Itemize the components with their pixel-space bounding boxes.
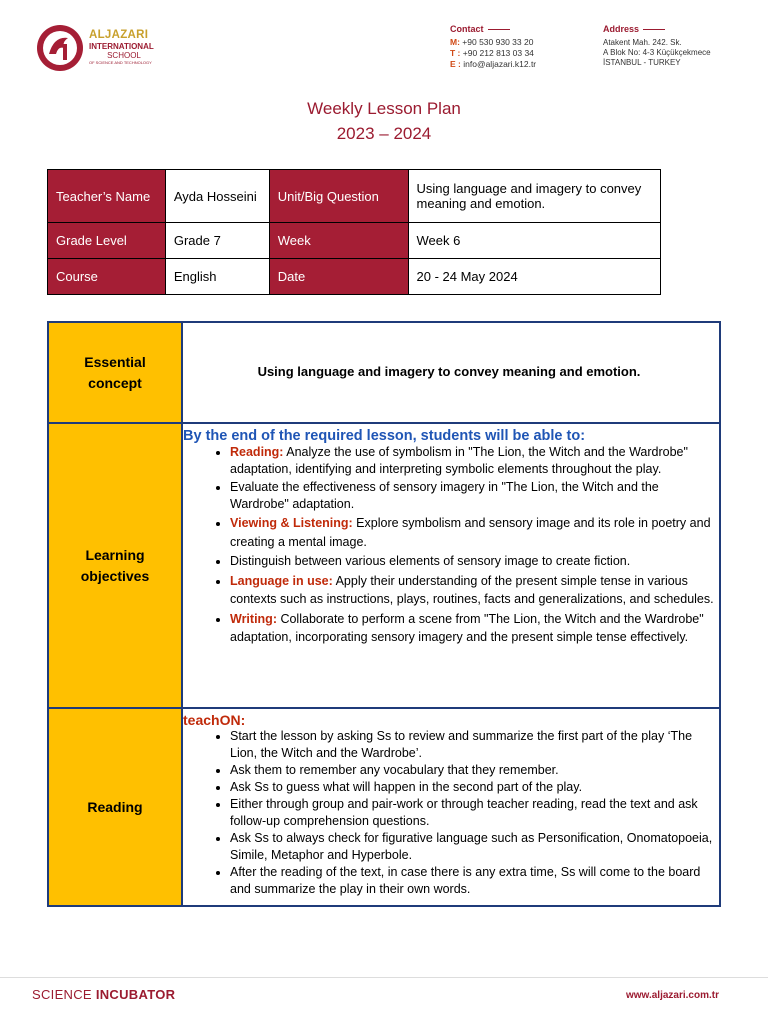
table-row (48, 170, 661, 223)
unit-value: Using language and imagery to convey meaning and emotion. (408, 170, 660, 223)
contact-phone-mobile-value: +90 530 930 33 20 (462, 37, 534, 48)
objectives-label-line-2: objectives (80, 567, 150, 584)
address-block (603, 24, 711, 69)
objective-tag: Writing: (230, 611, 277, 626)
essential-concept-cell (182, 322, 720, 423)
table-row (48, 223, 661, 259)
list-item: • Ask Ss to always check for figurative language such as Personification, Onomatopoeia, Simile, Metaphor and Hyperbole. (230, 830, 715, 864)
list-item (230, 479, 715, 513)
list-item: • After the reading of the text, in case there is any extra time, Ss will come to the board and summarize the play in their own words. (230, 864, 715, 898)
list-item: • Either through group and pair-work or through teacher reading, read the text and ask follow-up comprehension questions. (230, 796, 715, 830)
date-value: 20 - 24 May 2024 (408, 259, 660, 295)
logo-school: SCHOOL (107, 50, 141, 60)
address-line-3: İSTANBUL - TURKEY (603, 58, 681, 68)
unit-label: Unit/Big Question (269, 170, 408, 223)
contact-phone-office-value: +90 212 813 03 34 (462, 47, 534, 58)
table-row (48, 423, 720, 708)
objectives-heading: By the end of the required lesson, students will be able to: (183, 428, 586, 444)
school-logo (36, 24, 166, 74)
contact-heading: Contact (450, 24, 536, 35)
week-value: Week 6 (408, 223, 660, 259)
reading-label-text: Reading (87, 798, 143, 815)
learning-objectives-label (48, 423, 182, 708)
course-label: Course (48, 259, 166, 295)
lesson-plan-table (47, 321, 721, 907)
contact-email-key: E : (450, 58, 461, 69)
list-item: • Ask them to remember any vocabulary that they remember. (230, 762, 715, 779)
objective-tag: Language in use: (230, 573, 333, 588)
essential-label-line-2: concept (88, 374, 142, 391)
address-line-2: A Blok No: 4-3 Küçükçekmece (603, 48, 711, 58)
objective-text: Apply their understanding of the present simple tense in various contexts such as instructions, plays, routines, facts and generalizations, and schedules. (230, 573, 714, 606)
footer-divider (0, 977, 768, 978)
contact-phone-mobile (450, 37, 536, 48)
objectives-label-line-1: Learning (85, 547, 145, 564)
logo-emblem-icon (36, 24, 84, 72)
list-item (230, 514, 715, 551)
address-heading: Address (603, 24, 711, 36)
reading-list (183, 728, 715, 898)
list-item (230, 552, 715, 571)
logo-name: ALJAZARI (89, 29, 149, 41)
contact-phone-office-key: T : (450, 47, 461, 58)
list-item (230, 572, 715, 609)
footer-brand-b: INCUBATOR (95, 987, 176, 1002)
page-title: Weekly Lesson Plan (307, 99, 461, 118)
list-item: • Start the lesson by asking Ss to review and summarize the first part of the play ‘The Lion, the Witch and the Wardrobe’. (230, 728, 715, 762)
list-item: • Ask Ss to guess what will happen in the second part of the play. (230, 779, 715, 796)
objective-text: Evaluate the effectiveness of sensory imagery in "The Lion, the Witch and the Wardrobe" adaptation. (230, 480, 659, 511)
contact-email-value: info@aljazari.k12.tr (463, 58, 537, 69)
reading-cell (182, 708, 720, 906)
footer-website-link[interactable]: www.aljazari.com.tr (626, 990, 719, 1001)
footer-brand-a: SCIENCE (32, 987, 96, 1002)
essential-concept-text: Using language and imagery to convey meaning and emotion. (257, 364, 641, 379)
teacher-name-label: Teacher’s Name (48, 170, 166, 223)
grade-level-label: Grade Level (48, 223, 166, 259)
contact-phone-mobile-key: M: (450, 37, 460, 48)
learning-objectives-cell (182, 423, 720, 708)
date-label: Date (269, 259, 408, 295)
table-row (48, 322, 720, 423)
week-label: Week (269, 223, 408, 259)
grade-level-value: Grade 7 (165, 223, 269, 259)
contact-phone-office (450, 48, 536, 59)
teachon-heading: teachON: (183, 712, 246, 728)
course-value: English (165, 259, 269, 295)
contact-block (450, 24, 536, 69)
address-line-1: Atakent Mah. 242. Sk. (603, 37, 682, 47)
logo-tagline: OF SCIENCE AND TECHNOLOGY (89, 59, 152, 65)
objective-tag: Reading: (230, 445, 284, 459)
contact-email (450, 59, 536, 70)
table-row (48, 259, 661, 295)
objective-text: Collaborate to perform a scene from "The Lion, the Witch and the Wardrobe" adaptation, incorporating sensory imagery and the present simple tense effectively. (230, 611, 704, 644)
essential-label-line-1: Essential (84, 354, 146, 371)
logo-subtitle: INTERNATIONAL (89, 41, 154, 51)
objective-text: Analyze the use of symbolism in "The Lion, the Witch and the Wardrobe" adaptation, identifying and interpreting symbolic elements throughout the play. (230, 445, 688, 476)
table-row (48, 708, 720, 906)
objectives-list (183, 444, 715, 647)
lesson-info-table (47, 169, 661, 295)
teacher-name-value: Ayda Hosseini (165, 170, 269, 223)
objective-text: Explore symbolism and sensory image and its role in poetry and creating a mental image. (230, 516, 711, 549)
list-item (230, 610, 715, 647)
objective-text: Distinguish between various elements of sensory image to create fiction. (230, 554, 631, 568)
essential-concept-label (48, 322, 182, 423)
academic-year: 2023 – 2024 (336, 124, 432, 143)
list-item (230, 444, 715, 478)
footer-brand (32, 987, 175, 1002)
reading-label (48, 708, 182, 906)
objective-tag: Viewing & Listening: (230, 516, 353, 530)
